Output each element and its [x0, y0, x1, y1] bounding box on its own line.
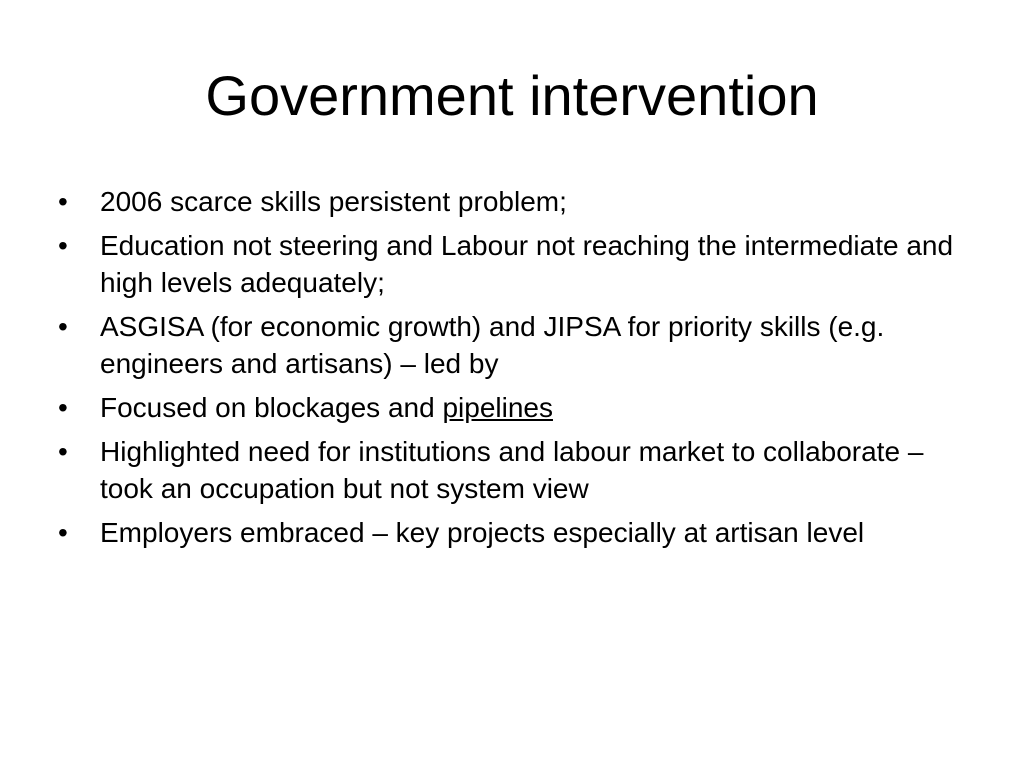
bullet-dot-icon: •: [58, 436, 68, 467]
bullet-item: [58, 389, 978, 426]
bullet-dot-icon: •: [58, 186, 68, 217]
bullet-dot-icon: •: [58, 517, 68, 548]
bullet-item: [58, 514, 978, 551]
bullet-text: Highlighted need for institutions and labour market to collaborate – took an occupation but not system view: [100, 436, 924, 504]
bullet-text: Employers embraced – key projects especially at artisan level: [100, 517, 865, 548]
bullet-item: [58, 227, 978, 301]
bullet-item: [58, 183, 978, 220]
bullet-text: 2006 scarce skills persistent problem;: [100, 186, 567, 217]
pipelines-link[interactable]: pipelines: [442, 392, 553, 423]
bullet-dot-icon: •: [58, 230, 68, 261]
bullet-list: [58, 183, 978, 558]
bullet-dot-icon: •: [58, 311, 68, 342]
slide-title: Government intervention: [205, 64, 819, 127]
bullet-item: [58, 433, 978, 507]
bullet-text: ASGISA (for economic growth) and JIPSA for priority skills (e.g. engineers and artisans) – led by: [100, 311, 885, 379]
bullet-text: Education not steering and Labour not reaching the intermediate and high levels adequately;: [100, 230, 954, 298]
bullet-item: [58, 308, 978, 382]
bullet-dot-icon: •: [58, 392, 68, 423]
bullet-text: Focused on blockages and: [100, 392, 443, 423]
